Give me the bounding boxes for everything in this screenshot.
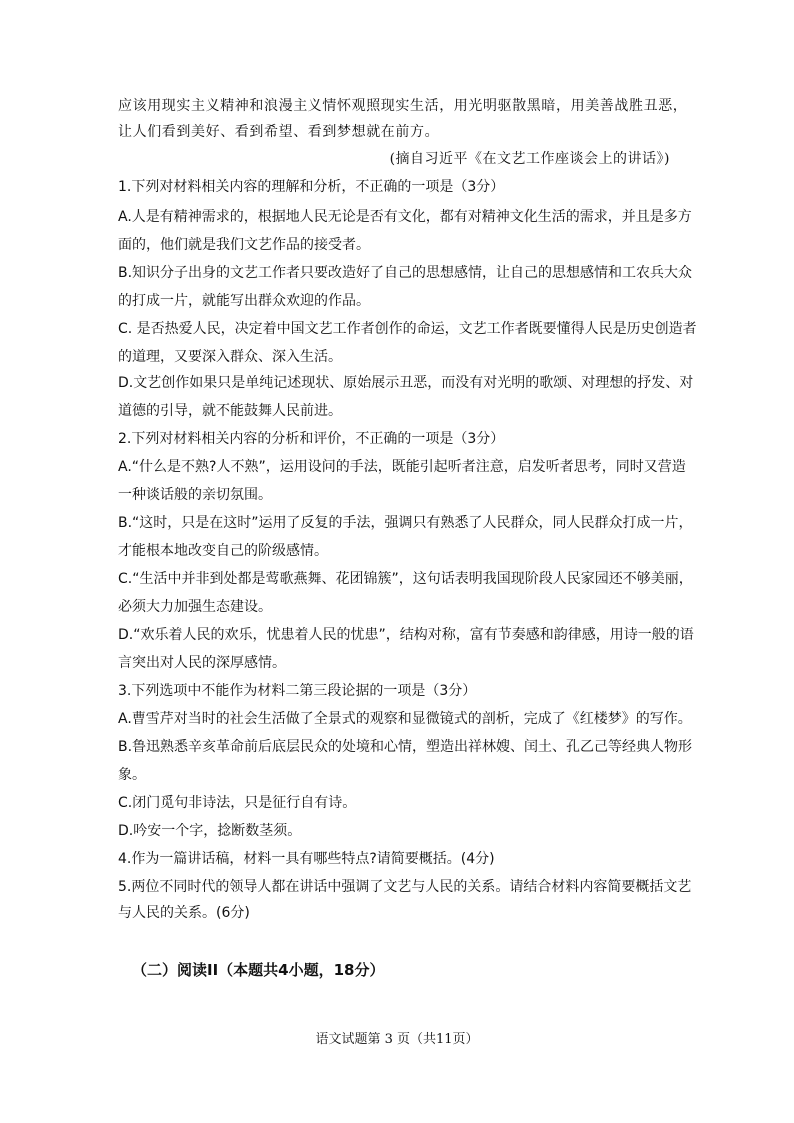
question-1-option-c-cont: 的道理，又要深入群众、深入生活。 — [118, 349, 342, 365]
question-2-option-a-cont: 一种谈话般的亲切氛围。 — [118, 487, 272, 503]
question-3-option-b: B.鲁迅熟悉辛亥革命前后底层民众的处境和心情，塑造出祥林嫂、闰土、孔乙己等经典人物形 — [118, 739, 693, 755]
question-2-option-a: A.“什么是不熟?人不熟”，运用设问的手法，既能引起听者注意，启发听者思考，同时又营造 — [118, 459, 686, 475]
question-2-stem: 2.下列对材料相关内容的分析和评价，不正确的一项是（3分） — [118, 431, 505, 447]
question-3-option-a: A.曹雪芹对当时的社会生活做了全景式的观察和显微镜式的剖析，完成了《红楼梦》的写作。 — [118, 711, 692, 727]
question-5-stem-cont: 与人民的关系。(6分) — [118, 905, 250, 921]
section-heading: （二）阅读II（本题共4小题，18分） — [132, 961, 385, 979]
question-2-option-d: D.“欢乐着人民的欢乐，忧患着人民的忧患”，结构对称，富有节奏感和韵律感，用诗一般的语 — [118, 627, 694, 643]
question-2-option-b: B.“这时，只是在这时”运用了反复的手法，强调只有熟悉了人民群众，同人民群众打成一片， — [118, 515, 693, 531]
question-2-option-c: C.“生活中并非到处都是莺歌燕舞、花团锦簇”，这句话表明我国现阶段人民家园还不够美丽， — [118, 571, 693, 587]
page-footer: 语文试题第 3 页（共11页） — [315, 1032, 479, 1047]
question-3-stem: 3.下列选项中不能作为材料二第三段论据的一项是（3分） — [118, 683, 477, 699]
question-2-option-c-cont: 必须大力加强生态建设。 — [118, 599, 272, 615]
question-1-option-b: B.知识分子出身的文艺工作者只要改造好了自己的思想感情，让自己的思想感情和工农兵大众 — [118, 265, 693, 281]
question-3-option-d: D.吟安一个字，捻断数茎须。 — [118, 823, 302, 839]
question-3-option-c: C.闭门觅句非诗法，只是征行自有诗。 — [118, 795, 357, 811]
question-1-stem: 1.下列对材料相关内容的理解和分析，不正确的一项是（3分） — [118, 179, 505, 195]
question-1-option-a: A.人是有精神需求的，根据地人民无论是否有文化，都有对精神文化生活的需求，并且是多方 — [118, 209, 692, 225]
question-2-option-d-cont: 言突出对人民的深厚感情。 — [118, 655, 286, 671]
question-5-stem: 5.两位不同时代的领导人都在讲话中强调了文艺与人民的关系。请结合材料内容简要概括文艺 — [118, 879, 692, 895]
question-1-option-d: D.文艺创作如果只是单纯记述现状、原始展示丑恶，而没有对光明的歌颂、对理想的抒发、对 — [118, 375, 694, 391]
question-3-option-b-cont: 象。 — [118, 767, 146, 783]
question-2-option-b-cont: 才能根本地改变自己的阶级感情。 — [118, 543, 328, 559]
intro-line-1: 应该用现实主义精神和浪漫主义情怀观照现实生活，用光明驱散黑暗，用美善战胜丑恶， — [118, 98, 688, 114]
question-1-option-c: C. 是否热爱人民，决定着中国文艺工作者创作的命运，文艺工作者既要懂得人民是历史创造者 — [118, 321, 697, 337]
question-4-stem: 4.作为一篇讲话稿，材料一具有哪些特点?请简要概括。(4分) — [118, 851, 495, 867]
quote-source: (摘自习近平《在文艺工作座谈会上的讲话》) — [389, 151, 670, 167]
question-1-option-b-cont: 的打成一片，就能写出群众欢迎的作品。 — [118, 293, 370, 309]
question-1-option-a-cont: 面的，他们就是我们文艺作品的接受者。 — [118, 237, 370, 253]
intro-line-2: 让人们看到美好、看到希望、看到梦想就在前方。 — [118, 124, 440, 140]
question-1-option-d-cont: 道德的引导，就不能鼓舞人民前进。 — [118, 403, 342, 419]
